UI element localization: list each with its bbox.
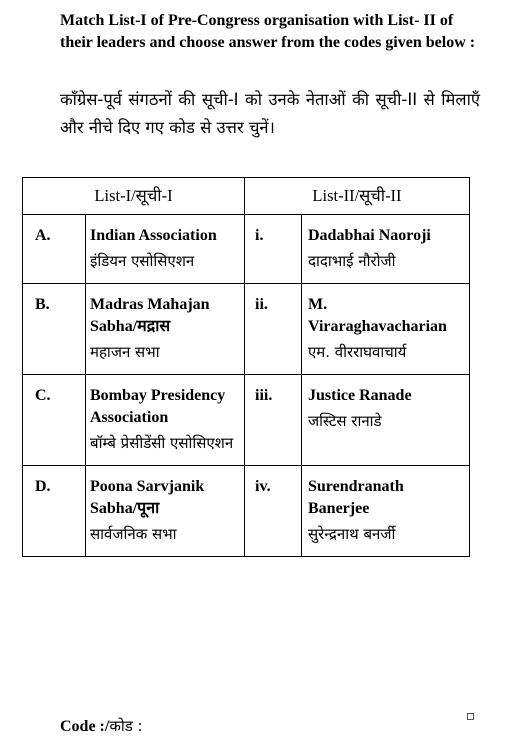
leader-cell bbox=[302, 375, 470, 466]
leader-cell bbox=[302, 466, 470, 557]
leader-name-en: Justice Ranade bbox=[308, 387, 412, 404]
row-roman: iv. bbox=[245, 466, 302, 557]
organisation-name-en: Poona Sarvjanik Sabha/पूना bbox=[90, 478, 205, 517]
organisation-name-en: Indian Association bbox=[90, 227, 217, 244]
table-row bbox=[23, 284, 470, 375]
row-letter: C. bbox=[23, 375, 86, 466]
code-label-en: Code :/ bbox=[60, 718, 110, 735]
organisation-name-hi: महाजन सभा bbox=[90, 343, 160, 361]
leader-name-en: Surendranath Banerjee bbox=[308, 478, 404, 517]
table-row bbox=[23, 466, 470, 557]
row-letter: D. bbox=[23, 466, 86, 557]
organisation-name-hi: सार्वजनिक सभा bbox=[90, 525, 177, 543]
leader-name-en: M. Viraraghavacharian bbox=[308, 296, 447, 335]
code-label bbox=[60, 716, 143, 736]
list-2-header: List-II/सूची-II bbox=[245, 178, 470, 215]
organisation-name-en: Madras Mahajan Sabha/मद्रास bbox=[90, 296, 210, 335]
leader-name-hi: एम. वीरराघवाचार्य bbox=[308, 343, 407, 361]
organisation-name-hi: बॉम्बे प्रेसीडेंसी एसोसिएशन bbox=[90, 434, 234, 452]
leader-name-hi: सुरेन्द्रनाथ बनर्जी bbox=[308, 525, 396, 543]
leader-name-hi: जस्टिस रानाडे bbox=[308, 412, 382, 430]
list-1-header: List-I/सूची-I bbox=[23, 178, 245, 215]
table-header-row bbox=[23, 178, 470, 215]
row-roman: ii. bbox=[245, 284, 302, 375]
row-letter: B. bbox=[23, 284, 86, 375]
question-english: Match List-I of Pre-Congress organisation with List- II of their leaders and choose answer from the codes given below : bbox=[60, 12, 476, 51]
organisation-name-en: Bombay Presidency Association bbox=[90, 387, 226, 426]
match-table bbox=[22, 177, 470, 557]
question-hindi: काँग्रेस-पूर्व संगठनों की सूची-I को उनके नेताओं की सूची-II से मिलाएँ और नीचे दिए गए कोड से उत्तर चुनें। bbox=[60, 90, 480, 137]
row-roman: iii. bbox=[245, 375, 302, 466]
organisation-cell bbox=[86, 375, 245, 466]
organisation-name-hi: इंडियन एसोसिएशन bbox=[90, 252, 195, 270]
organisation-cell bbox=[86, 284, 245, 375]
row-letter: A. bbox=[23, 215, 86, 284]
leader-cell bbox=[302, 215, 470, 284]
code-label-hi: कोड : bbox=[109, 717, 143, 735]
organisation-cell bbox=[86, 215, 245, 284]
row-roman: i. bbox=[245, 215, 302, 284]
table-row bbox=[23, 215, 470, 284]
resize-handle[interactable] bbox=[467, 713, 474, 720]
leader-name-hi: दादाभाई नौरोजी bbox=[308, 252, 396, 270]
organisation-cell bbox=[86, 466, 245, 557]
leader-name-en: Dadabhai Naoroji bbox=[308, 227, 431, 244]
table-row bbox=[23, 375, 470, 466]
leader-cell bbox=[302, 284, 470, 375]
